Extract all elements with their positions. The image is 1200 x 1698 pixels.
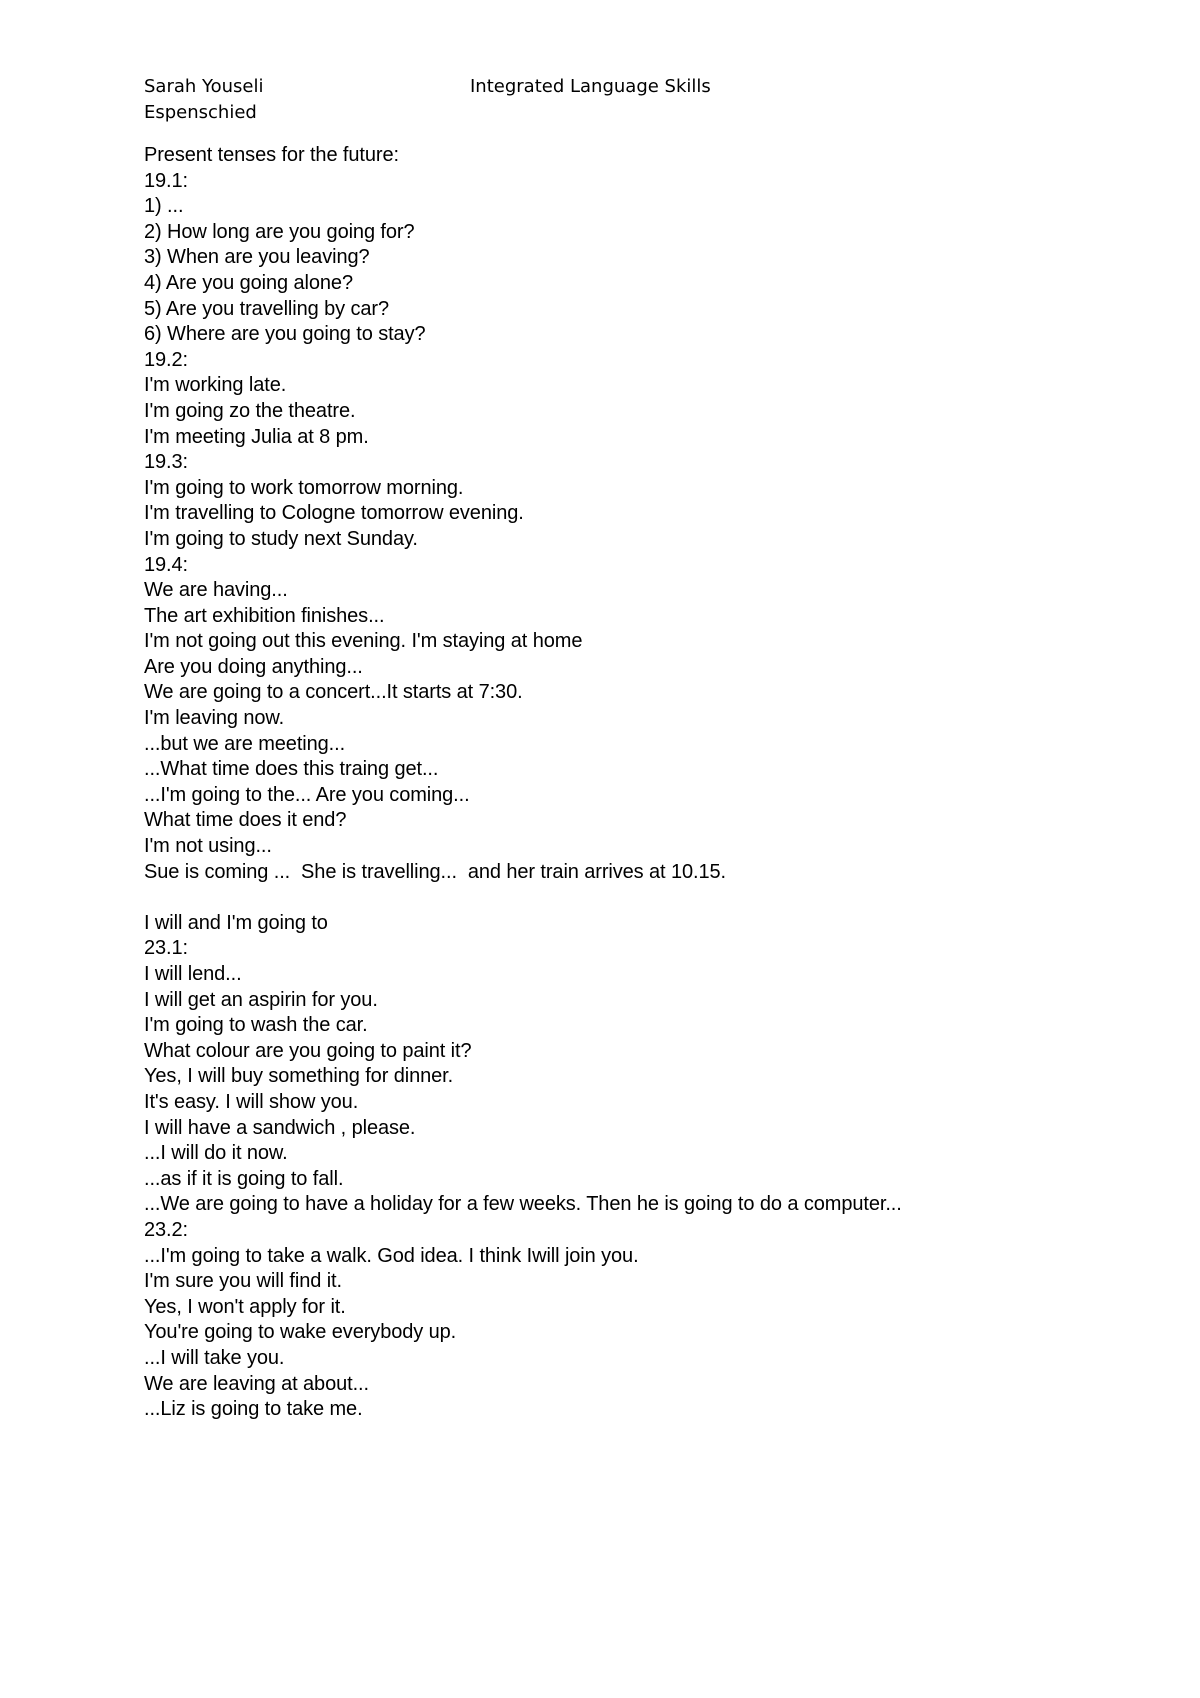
text-line: I'm travelling to Cologne tomorrow evening.	[144, 502, 524, 525]
text-line: We are leaving at about...	[144, 1372, 369, 1395]
text-line: 1) ...	[144, 195, 184, 218]
document-header	[144, 74, 711, 126]
text-line: ...What time does this traing get...	[144, 758, 439, 781]
teacher-name: Espenschied	[144, 102, 257, 123]
text-line: ...I'm going to take a walk. God idea. I think Iwill join you.	[144, 1244, 639, 1267]
text-line: What time does it end?	[144, 809, 347, 832]
text-line: 19.4:	[144, 553, 188, 576]
text-line: We are having...	[144, 579, 288, 602]
text-line: It's easy. I will show you.	[144, 1090, 359, 1113]
text-line: We are going to a concert...It starts at 7:30.	[144, 681, 523, 704]
text-line: ...Liz is going to take me.	[144, 1398, 363, 1421]
text-line: 23.1:	[144, 937, 188, 960]
text-line: 19.2:	[144, 348, 188, 371]
text-line: ...I will do it now.	[144, 1142, 288, 1165]
text-line: I'm sure you will find it.	[144, 1270, 342, 1293]
text-line: I'm going to study next Sunday.	[144, 527, 418, 550]
text-line: Present tenses for the future:	[144, 144, 399, 166]
text-line: I'm going zo the theatre.	[144, 399, 356, 422]
text-line: 23.2:	[144, 1218, 188, 1241]
text-line: I'm not going out this evening. I'm staying at home	[144, 630, 583, 653]
header-second-line	[144, 100, 711, 126]
text-line: 3) When are you leaving?	[144, 246, 370, 269]
text-line: 4) Are you going alone?	[144, 271, 353, 294]
text-line: 2) How long are you going for?	[144, 220, 415, 243]
document-body	[144, 143, 1144, 1423]
text-line: ...but we are meeting...	[144, 732, 346, 755]
text-line: Yes, I will buy something for dinner.	[144, 1065, 454, 1088]
text-line: The art exhibition finishes...	[144, 604, 385, 627]
text-line: 5) Are you travelling by car?	[144, 297, 390, 320]
text-line: 19.3:	[144, 451, 188, 474]
text-line: I'm meeting Julia at 8 pm.	[144, 425, 369, 448]
text-line	[144, 885, 1144, 911]
text-line: I'm going to work tomorrow morning.	[144, 476, 464, 499]
text-line: ...We are going to have a holiday for a few weeks. Then he is going to do a computer...	[144, 1193, 902, 1216]
text-line: 6) Where are you going to stay?	[144, 323, 426, 346]
text-line: Yes, I won't apply for it.	[144, 1295, 346, 1318]
text-line: 19.1:	[144, 169, 188, 192]
text-line: You're going to wake everybody up.	[144, 1321, 457, 1344]
text-line: Are you doing anything...	[144, 655, 363, 678]
text-line: I'm working late.	[144, 374, 287, 397]
author-name: Sarah Youseli	[144, 76, 264, 97]
text-line: I will and I'm going to	[144, 911, 328, 934]
text-line: ...I will take you.	[144, 1346, 285, 1369]
course-title: Integrated Language Skills	[470, 76, 711, 97]
text-line: ...I'm going to the... Are you coming...	[144, 783, 470, 806]
text-line: ...as if it is going to fall.	[144, 1167, 344, 1190]
header-first-line	[144, 74, 711, 100]
text-line: I will get an aspirin for you.	[144, 988, 378, 1011]
text-line: What colour are you going to paint it?	[144, 1039, 472, 1062]
text-line: Sue is coming ... She is travelling... and her train arrives at 10.15.	[144, 860, 726, 883]
text-line: I'm not using...	[144, 835, 272, 858]
text-line: I will have a sandwich , please.	[144, 1116, 416, 1139]
text-line: I will lend...	[144, 963, 242, 985]
text-line: I'm leaving now.	[144, 707, 285, 730]
text-line: I'm going to wash the car.	[144, 1014, 368, 1037]
